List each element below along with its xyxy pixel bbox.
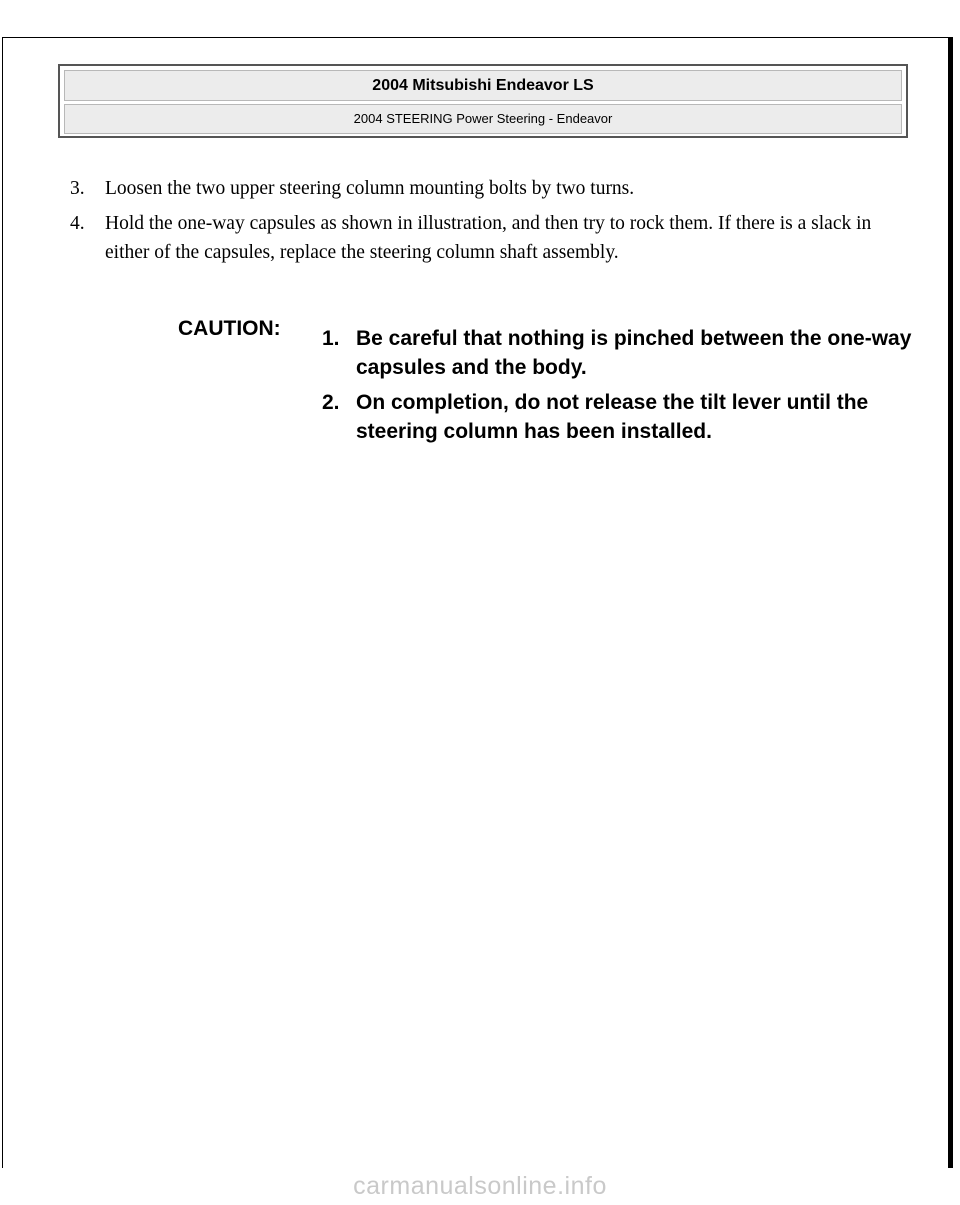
caution-number: 2. <box>322 391 340 414</box>
step-number: 4. <box>70 213 85 234</box>
caution-text: On completion, do not release the tilt lever until the steering column has been installed. <box>356 391 869 443</box>
caution-text: Be careful that nothing is pinched between the one-way capsules and the body. <box>356 327 912 379</box>
section-subtitle: 2004 STEERING Power Steering - Endeavor <box>64 104 902 134</box>
caution-number: 1. <box>322 327 340 350</box>
step-item <box>70 174 900 203</box>
step-number: 3. <box>70 178 85 199</box>
watermark: carmanualsonline.info <box>353 1172 607 1200</box>
procedure-steps <box>70 174 900 273</box>
caution-list <box>322 324 912 452</box>
caution-label: CAUTION: <box>178 317 281 340</box>
caution-item <box>322 388 912 446</box>
document-header <box>58 64 908 138</box>
step-text: Loosen the two upper steering column mounting bolts by two turns. <box>105 178 635 199</box>
step-item <box>70 209 900 267</box>
caution-item <box>322 324 912 382</box>
step-text: Hold the one-way capsules as shown in illustration, and then try to rock them. If there is a slack in either of the capsules, replace the steering column shaft assembly. <box>105 213 872 263</box>
vehicle-title: 2004 Mitsubishi Endeavor LS <box>64 70 902 101</box>
